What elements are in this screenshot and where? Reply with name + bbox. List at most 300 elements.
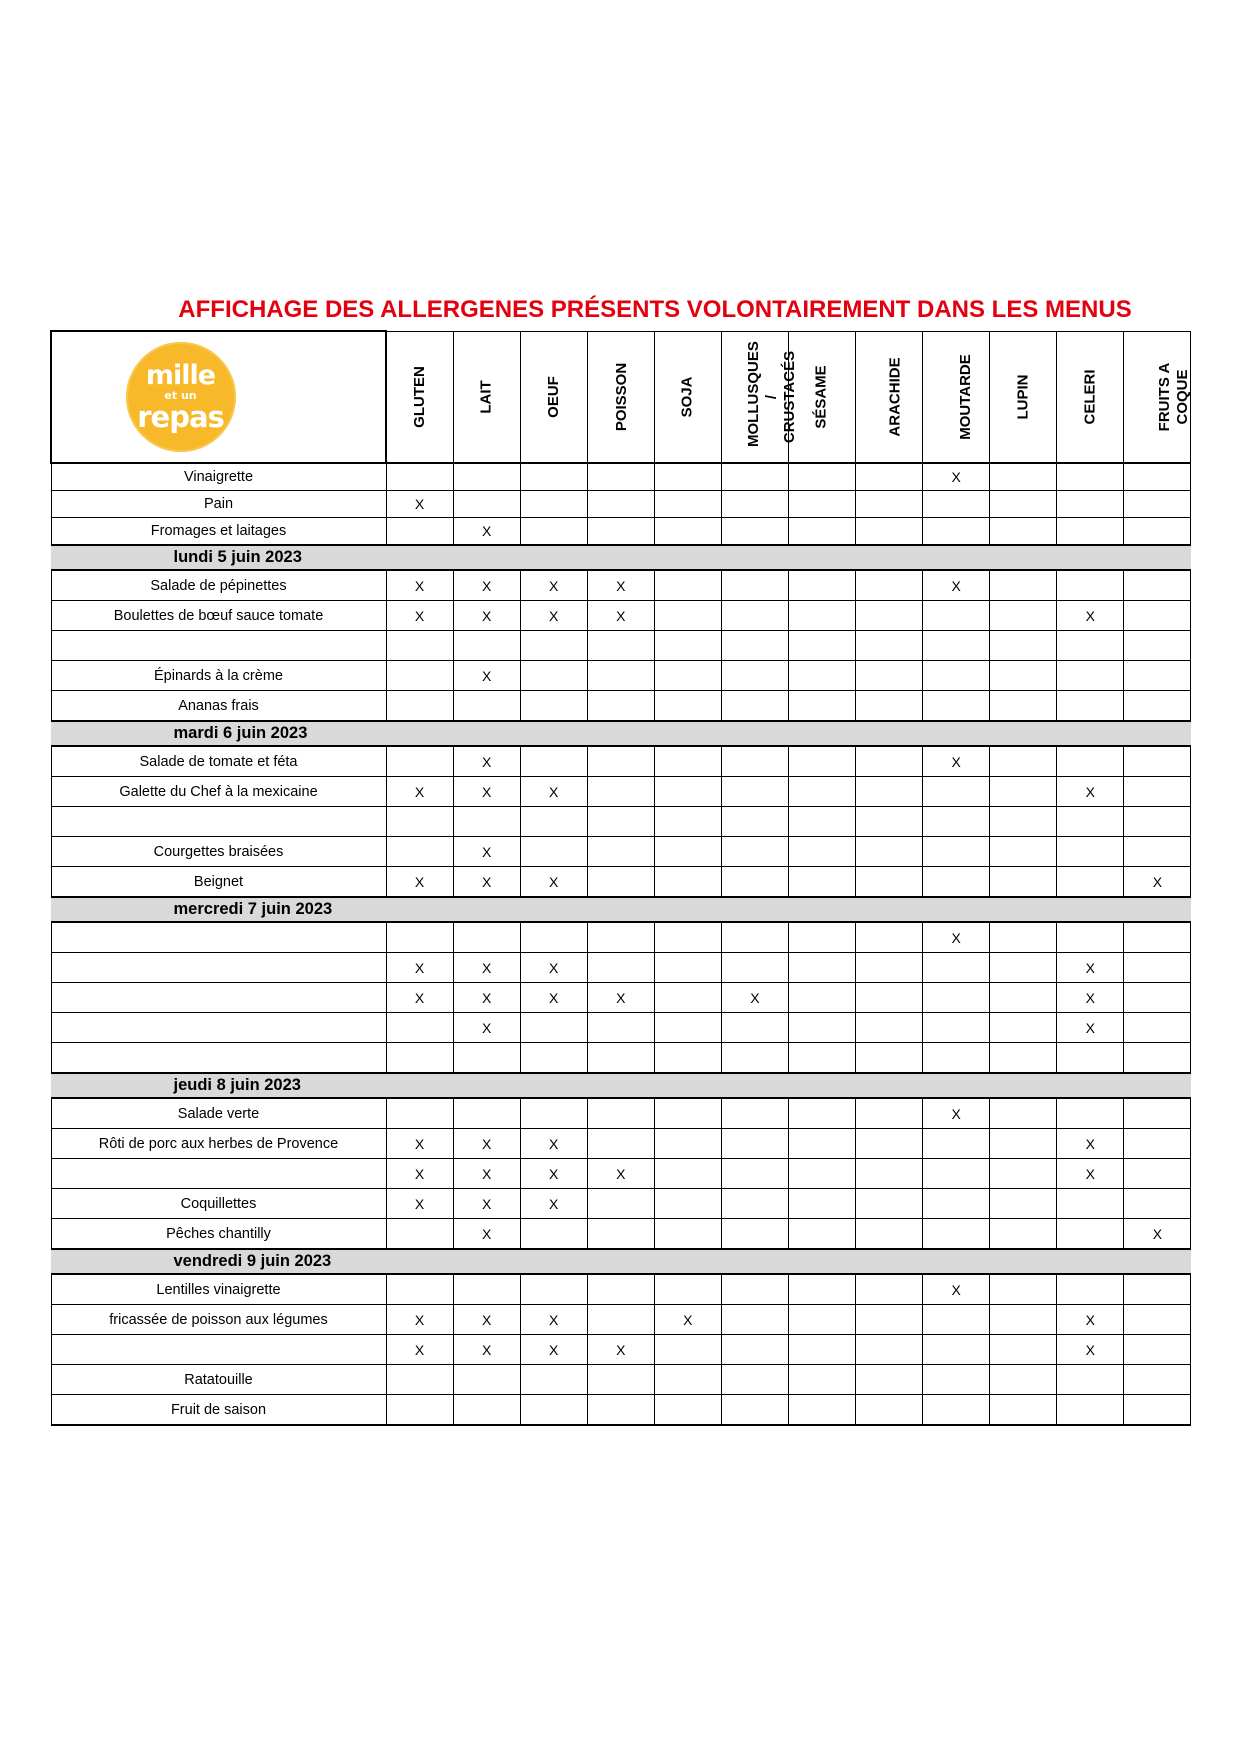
dish-name: Pain [51, 491, 386, 518]
dish-name: Beignet [51, 867, 386, 898]
allergen-label: CELERI [1081, 369, 1099, 425]
allergen-mark-cell [587, 661, 654, 691]
allergen-mark-cell [654, 661, 721, 691]
allergen-mark-cell [990, 922, 1057, 953]
allergen-mark-cell [721, 491, 788, 518]
allergen-mark-cell [386, 661, 453, 691]
allergen-mark-cell [856, 1159, 923, 1189]
allergen-mark-cell [1124, 807, 1191, 837]
allergen-mark-cell [856, 777, 923, 807]
table-row [51, 807, 1191, 837]
allergen-mark-cell [386, 631, 453, 661]
allergen-label: FRUITS A COQUE [1156, 362, 1192, 432]
allergen-mark-cell [856, 867, 923, 898]
allergen-mark-cell [923, 601, 990, 631]
logo-cell [51, 331, 386, 463]
allergen-mark-cell [923, 1043, 990, 1074]
allergen-mark-cell: X [386, 1305, 453, 1335]
allergen-mark-cell [1057, 661, 1124, 691]
allergen-mark-cell [923, 807, 990, 837]
allergen-mark-cell [990, 661, 1057, 691]
allergen-mark-cell [654, 491, 721, 518]
allergen-mark-cell: X [1057, 1159, 1124, 1189]
allergen-mark-cell [386, 807, 453, 837]
allergen-mark-cell: X [453, 1013, 520, 1043]
allergen-mark-cell [587, 1129, 654, 1159]
dish-name: Lentilles vinaigrette [51, 1274, 386, 1305]
table-row [51, 1189, 1191, 1219]
dish-name: fricassée de poisson aux légumes [51, 1305, 386, 1335]
allergen-mark-cell [654, 601, 721, 631]
allergen-mark-cell [856, 1335, 923, 1365]
day-header-row [51, 1073, 1191, 1098]
allergen-label: MOUTARDE [956, 353, 974, 440]
allergen-mark-cell [1124, 691, 1191, 722]
allergen-mark-cell [856, 746, 923, 777]
allergen-mark-cell [1124, 746, 1191, 777]
allergen-mark-cell [788, 1395, 855, 1426]
allergen-mark-cell [1057, 1395, 1124, 1426]
allergen-mark-cell [453, 922, 520, 953]
allergen-mark-cell: X [453, 1159, 520, 1189]
allergen-mark-cell [520, 518, 587, 546]
allergen-header [856, 331, 923, 463]
allergen-mark-cell [788, 837, 855, 867]
dish-name: Rôti de porc aux herbes de Provence [51, 1129, 386, 1159]
allergen-mark-cell: X [1124, 1219, 1191, 1250]
allergen-mark-cell: X [386, 1159, 453, 1189]
page-title: AFFICHAGE DES ALLERGENES PRÉSENTS VOLONTAIREMENT DANS LES MENUS [178, 296, 1132, 323]
allergen-mark-cell [923, 661, 990, 691]
allergen-mark-cell: X [587, 601, 654, 631]
allergen-mark-cell [721, 807, 788, 837]
allergen-mark-cell [788, 463, 855, 491]
allergen-mark-cell [520, 661, 587, 691]
allergen-mark-cell [856, 518, 923, 546]
allergen-mark-cell: X [386, 570, 453, 601]
allergen-mark-cell: X [923, 463, 990, 491]
allergen-mark-cell [721, 661, 788, 691]
allergen-mark-cell [587, 1189, 654, 1219]
allergen-mark-cell [654, 691, 721, 722]
allergen-mark-cell [721, 1129, 788, 1159]
allergen-label: LUPIN [1014, 374, 1032, 420]
allergen-mark-cell [856, 463, 923, 491]
allergen-mark-cell [520, 922, 587, 953]
allergen-mark-cell [990, 777, 1057, 807]
allergen-mark-cell [1057, 867, 1124, 898]
allergen-mark-cell [654, 1098, 721, 1129]
dish-name: Courgettes braisées [51, 837, 386, 867]
allergen-mark-cell [1124, 491, 1191, 518]
table-row [51, 1274, 1191, 1305]
allergen-mark-cell [587, 631, 654, 661]
allergen-mark-cell [788, 1219, 855, 1250]
allergen-mark-cell [788, 1013, 855, 1043]
allergen-mark-cell [1124, 837, 1191, 867]
allergen-mark-cell [1057, 1098, 1124, 1129]
table-row [51, 1043, 1191, 1074]
allergen-mark-cell [990, 837, 1057, 867]
allergen-mark-cell [923, 1305, 990, 1335]
allergen-label: GLUTEN [410, 365, 428, 428]
dish-name [51, 631, 386, 661]
allergen-mark-cell: X [386, 983, 453, 1013]
allergen-mark-cell [721, 922, 788, 953]
dish-name [51, 953, 386, 983]
dish-name: Fruit de saison [51, 1395, 386, 1426]
allergen-mark-cell [856, 601, 923, 631]
dish-name: Boulettes de bœuf sauce tomate [51, 601, 386, 631]
allergen-mark-cell: X [386, 1189, 453, 1219]
allergen-mark-cell [856, 983, 923, 1013]
allergen-mark-cell [856, 1013, 923, 1043]
dish-name: Ratatouille [51, 1365, 386, 1395]
allergen-mark-cell [923, 1365, 990, 1395]
table-row [51, 1098, 1191, 1129]
allergen-mark-cell [587, 1098, 654, 1129]
allergen-mark-cell [587, 953, 654, 983]
allergen-mark-cell: X [1057, 953, 1124, 983]
allergen-mark-cell: X [386, 867, 453, 898]
dish-name [51, 1043, 386, 1074]
allergen-mark-cell [1057, 1219, 1124, 1250]
allergen-mark-cell [721, 1305, 788, 1335]
allergen-mark-cell [856, 570, 923, 601]
allergen-mark-cell: X [520, 570, 587, 601]
allergen-mark-cell: X [520, 601, 587, 631]
allergen-mark-cell [788, 1335, 855, 1365]
table-row [51, 1159, 1191, 1189]
day-label: lundi 5 juin 2023 [51, 545, 1191, 570]
allergen-mark-cell [1057, 837, 1124, 867]
table-row [51, 463, 1191, 491]
allergen-mark-cell [1124, 1189, 1191, 1219]
allergen-mark-cell [386, 1098, 453, 1129]
allergen-mark-cell [386, 746, 453, 777]
allergen-mark-cell [788, 807, 855, 837]
allergen-mark-cell: X [520, 867, 587, 898]
allergen-mark-cell [453, 1098, 520, 1129]
allergen-mark-cell [788, 661, 855, 691]
allergen-mark-cell [654, 1365, 721, 1395]
allergen-mark-cell [654, 953, 721, 983]
allergen-label: POISSON [612, 362, 630, 431]
allergen-mark-cell: X [453, 1305, 520, 1335]
table-row [51, 1365, 1191, 1395]
allergen-mark-cell [654, 1159, 721, 1189]
allergen-mark-cell: X [453, 777, 520, 807]
day-header-row [51, 897, 1191, 922]
allergen-mark-cell [1057, 1365, 1124, 1395]
allergen-mark-cell [721, 1274, 788, 1305]
table-row [51, 1013, 1191, 1043]
allergen-mark-cell [788, 518, 855, 546]
allergen-mark-cell [587, 867, 654, 898]
allergen-mark-cell [788, 1043, 855, 1074]
allergen-mark-cell [923, 867, 990, 898]
allergen-mark-cell [587, 1305, 654, 1335]
allergen-mark-cell: X [386, 491, 453, 518]
allergen-mark-cell [721, 691, 788, 722]
allergen-mark-cell [923, 1219, 990, 1250]
allergen-mark-cell [788, 1189, 855, 1219]
day-label: mercredi 7 juin 2023 [51, 897, 1191, 922]
allergen-mark-cell: X [386, 777, 453, 807]
allergen-mark-cell [1057, 691, 1124, 722]
table-row [51, 953, 1191, 983]
allergen-mark-cell: X [1057, 1013, 1124, 1043]
allergen-mark-cell [721, 867, 788, 898]
allergen-mark-cell: X [923, 570, 990, 601]
allergen-mark-cell [856, 807, 923, 837]
allergen-mark-cell: X [520, 1129, 587, 1159]
table-row [51, 867, 1191, 898]
allergen-mark-cell: X [453, 1335, 520, 1365]
allergen-mark-cell [856, 837, 923, 867]
allergen-mark-cell [923, 691, 990, 722]
table-row [51, 837, 1191, 867]
allergen-mark-cell [721, 1098, 788, 1129]
table-row [51, 1219, 1191, 1250]
dish-name: Fromages et laitages [51, 518, 386, 546]
allergen-mark-cell [520, 1395, 587, 1426]
allergen-mark-cell [788, 1098, 855, 1129]
day-label: jeudi 8 juin 2023 [51, 1073, 1191, 1098]
table-row [51, 1395, 1191, 1426]
allergen-mark-cell [856, 1219, 923, 1250]
allergen-mark-cell: X [386, 601, 453, 631]
table-row [51, 661, 1191, 691]
day-header-row [51, 721, 1191, 746]
allergen-mark-cell: X [654, 1305, 721, 1335]
allergen-mark-cell [856, 922, 923, 953]
allergen-mark-cell [990, 1274, 1057, 1305]
allergen-mark-cell [654, 983, 721, 1013]
allergen-mark-cell [788, 570, 855, 601]
allergen-mark-cell: X [386, 1129, 453, 1159]
allergen-mark-cell: X [923, 746, 990, 777]
allergen-mark-cell [1057, 631, 1124, 661]
allergen-mark-cell [1124, 983, 1191, 1013]
allergen-mark-cell [923, 777, 990, 807]
allergen-mark-cell [990, 1129, 1057, 1159]
logo-text-line-3: repas [137, 400, 224, 434]
dish-name [51, 1159, 386, 1189]
allergen-mark-cell: X [1057, 1305, 1124, 1335]
allergen-mark-cell [587, 691, 654, 722]
allergen-mark-cell [721, 1365, 788, 1395]
allergen-mark-cell [721, 1189, 788, 1219]
allergen-mark-cell [788, 983, 855, 1013]
allergen-mark-cell [856, 1274, 923, 1305]
allergen-mark-cell [453, 807, 520, 837]
allergen-mark-cell [721, 746, 788, 777]
dish-name: Salade de tomate et féta [51, 746, 386, 777]
allergen-mark-cell: X [453, 601, 520, 631]
allergen-header [1124, 331, 1191, 463]
allergen-mark-cell [1057, 1189, 1124, 1219]
allergen-mark-cell: X [520, 1189, 587, 1219]
allergen-mark-cell [1124, 953, 1191, 983]
allergen-mark-cell [587, 1013, 654, 1043]
allergen-header [386, 331, 453, 463]
allergen-mark-cell [856, 1129, 923, 1159]
allergen-mark-cell [654, 1013, 721, 1043]
allergen-mark-cell [788, 953, 855, 983]
allergen-mark-cell [990, 1395, 1057, 1426]
allergen-mark-cell [721, 1219, 788, 1250]
allergen-mark-cell: X [721, 983, 788, 1013]
allergen-mark-cell [587, 1043, 654, 1074]
allergen-mark-cell [386, 691, 453, 722]
allergen-mark-cell: X [520, 983, 587, 1013]
allergen-mark-cell [1124, 631, 1191, 661]
allergen-mark-cell [587, 1395, 654, 1426]
allergen-mark-cell [386, 1274, 453, 1305]
allergen-mark-cell [990, 807, 1057, 837]
allergen-mark-cell [654, 867, 721, 898]
allergen-mark-cell [788, 491, 855, 518]
allergen-header [587, 331, 654, 463]
allergen-mark-cell [721, 1043, 788, 1074]
allergen-mark-cell [1124, 777, 1191, 807]
allergen-mark-cell [721, 1159, 788, 1189]
allergen-mark-cell [923, 1013, 990, 1043]
allergen-mark-cell [386, 1395, 453, 1426]
allergen-mark-cell [386, 1365, 453, 1395]
allergen-mark-cell [721, 837, 788, 867]
allergen-mark-cell [923, 1159, 990, 1189]
allergen-mark-cell [788, 601, 855, 631]
allergen-label: SÉSAME [813, 365, 831, 429]
dish-name: Pêches chantilly [51, 1219, 386, 1250]
allergen-mark-cell [1057, 463, 1124, 491]
allergen-mark-cell [587, 777, 654, 807]
allergen-mark-cell [990, 1219, 1057, 1250]
allergen-mark-cell [990, 953, 1057, 983]
allergen-label: MOLLUSQUES / CRUSTACÉS [744, 340, 798, 447]
allergen-mark-cell [923, 1335, 990, 1365]
allergen-mark-cell [520, 691, 587, 722]
allergen-mark-cell [386, 1013, 453, 1043]
allergen-header [453, 331, 520, 463]
allergen-mark-cell: X [520, 953, 587, 983]
allergen-mark-cell: X [1057, 983, 1124, 1013]
allergen-mark-cell [1124, 601, 1191, 631]
allergen-mark-cell [654, 746, 721, 777]
allergen-mark-cell [654, 1274, 721, 1305]
allergen-mark-cell [1124, 1274, 1191, 1305]
allergen-mark-cell [1124, 1013, 1191, 1043]
allergen-header-row [51, 331, 1191, 463]
allergen-mark-cell [453, 1395, 520, 1426]
allergen-mark-cell [520, 807, 587, 837]
allergen-mark-cell [1124, 1395, 1191, 1426]
allergen-mark-cell [520, 1365, 587, 1395]
allergen-mark-cell [453, 631, 520, 661]
allergen-mark-cell: X [453, 837, 520, 867]
allergen-mark-cell: X [453, 953, 520, 983]
allergen-mark-cell [990, 1098, 1057, 1129]
allergen-mark-cell: X [923, 922, 990, 953]
table-row [51, 570, 1191, 601]
allergen-mark-cell: X [453, 867, 520, 898]
allergen-mark-cell [721, 518, 788, 546]
table-row [51, 631, 1191, 661]
allergen-mark-cell: X [520, 777, 587, 807]
table-row [51, 518, 1191, 546]
allergen-mark-cell: X [453, 661, 520, 691]
allergen-mark-cell [856, 1189, 923, 1219]
allergen-mark-cell [1057, 491, 1124, 518]
table-row [51, 691, 1191, 722]
allergen-mark-cell [520, 1043, 587, 1074]
allergen-mark-cell [721, 631, 788, 661]
allergen-mark-cell: X [1057, 777, 1124, 807]
allergen-mark-cell [990, 691, 1057, 722]
allergen-mark-cell: X [1124, 867, 1191, 898]
allergen-mark-cell [788, 691, 855, 722]
allergen-mark-cell: X [587, 983, 654, 1013]
allergen-mark-cell [1057, 518, 1124, 546]
allergen-mark-cell [587, 1365, 654, 1395]
allergen-mark-cell [587, 1274, 654, 1305]
allergen-mark-cell [1124, 1365, 1191, 1395]
allergen-mark-cell [856, 1043, 923, 1074]
allergen-mark-cell: X [453, 746, 520, 777]
allergen-mark-cell [654, 1189, 721, 1219]
dish-name: Coquillettes [51, 1189, 386, 1219]
allergen-label: ARACHIDE [886, 357, 904, 437]
allergen-mark-cell [990, 746, 1057, 777]
allergen-mark-cell [654, 1043, 721, 1074]
allergen-mark-cell [990, 1335, 1057, 1365]
allergen-mark-cell [990, 1013, 1057, 1043]
allergen-mark-cell [386, 463, 453, 491]
dish-name: Salade verte [51, 1098, 386, 1129]
allergen-mark-cell [587, 1219, 654, 1250]
table-row [51, 1129, 1191, 1159]
allergen-mark-cell [923, 983, 990, 1013]
allergen-mark-cell: X [587, 1335, 654, 1365]
dish-name: Galette du Chef à la mexicaine [51, 777, 386, 807]
table-row [51, 1305, 1191, 1335]
allergen-mark-cell [520, 837, 587, 867]
allergen-mark-cell [923, 837, 990, 867]
allergen-mark-cell [1057, 807, 1124, 837]
allergen-mark-cell [721, 1335, 788, 1365]
allergen-mark-cell: X [453, 1189, 520, 1219]
allergen-mark-cell: X [587, 570, 654, 601]
allergen-mark-cell: X [386, 953, 453, 983]
allergen-mark-cell [453, 463, 520, 491]
allergen-mark-cell: X [587, 1159, 654, 1189]
allergen-mark-cell [721, 777, 788, 807]
allergen-mark-cell [990, 491, 1057, 518]
allergen-mark-cell [990, 867, 1057, 898]
allergen-header [923, 331, 990, 463]
table-row [51, 601, 1191, 631]
allergen-mark-cell: X [1057, 601, 1124, 631]
allergen-mark-cell [923, 1395, 990, 1426]
allergen-mark-cell [654, 922, 721, 953]
allergen-mark-cell: X [1057, 1335, 1124, 1365]
allergen-mark-cell [788, 1159, 855, 1189]
table-row [51, 1335, 1191, 1365]
allergen-mark-cell [923, 631, 990, 661]
allergen-mark-cell: X [453, 570, 520, 601]
